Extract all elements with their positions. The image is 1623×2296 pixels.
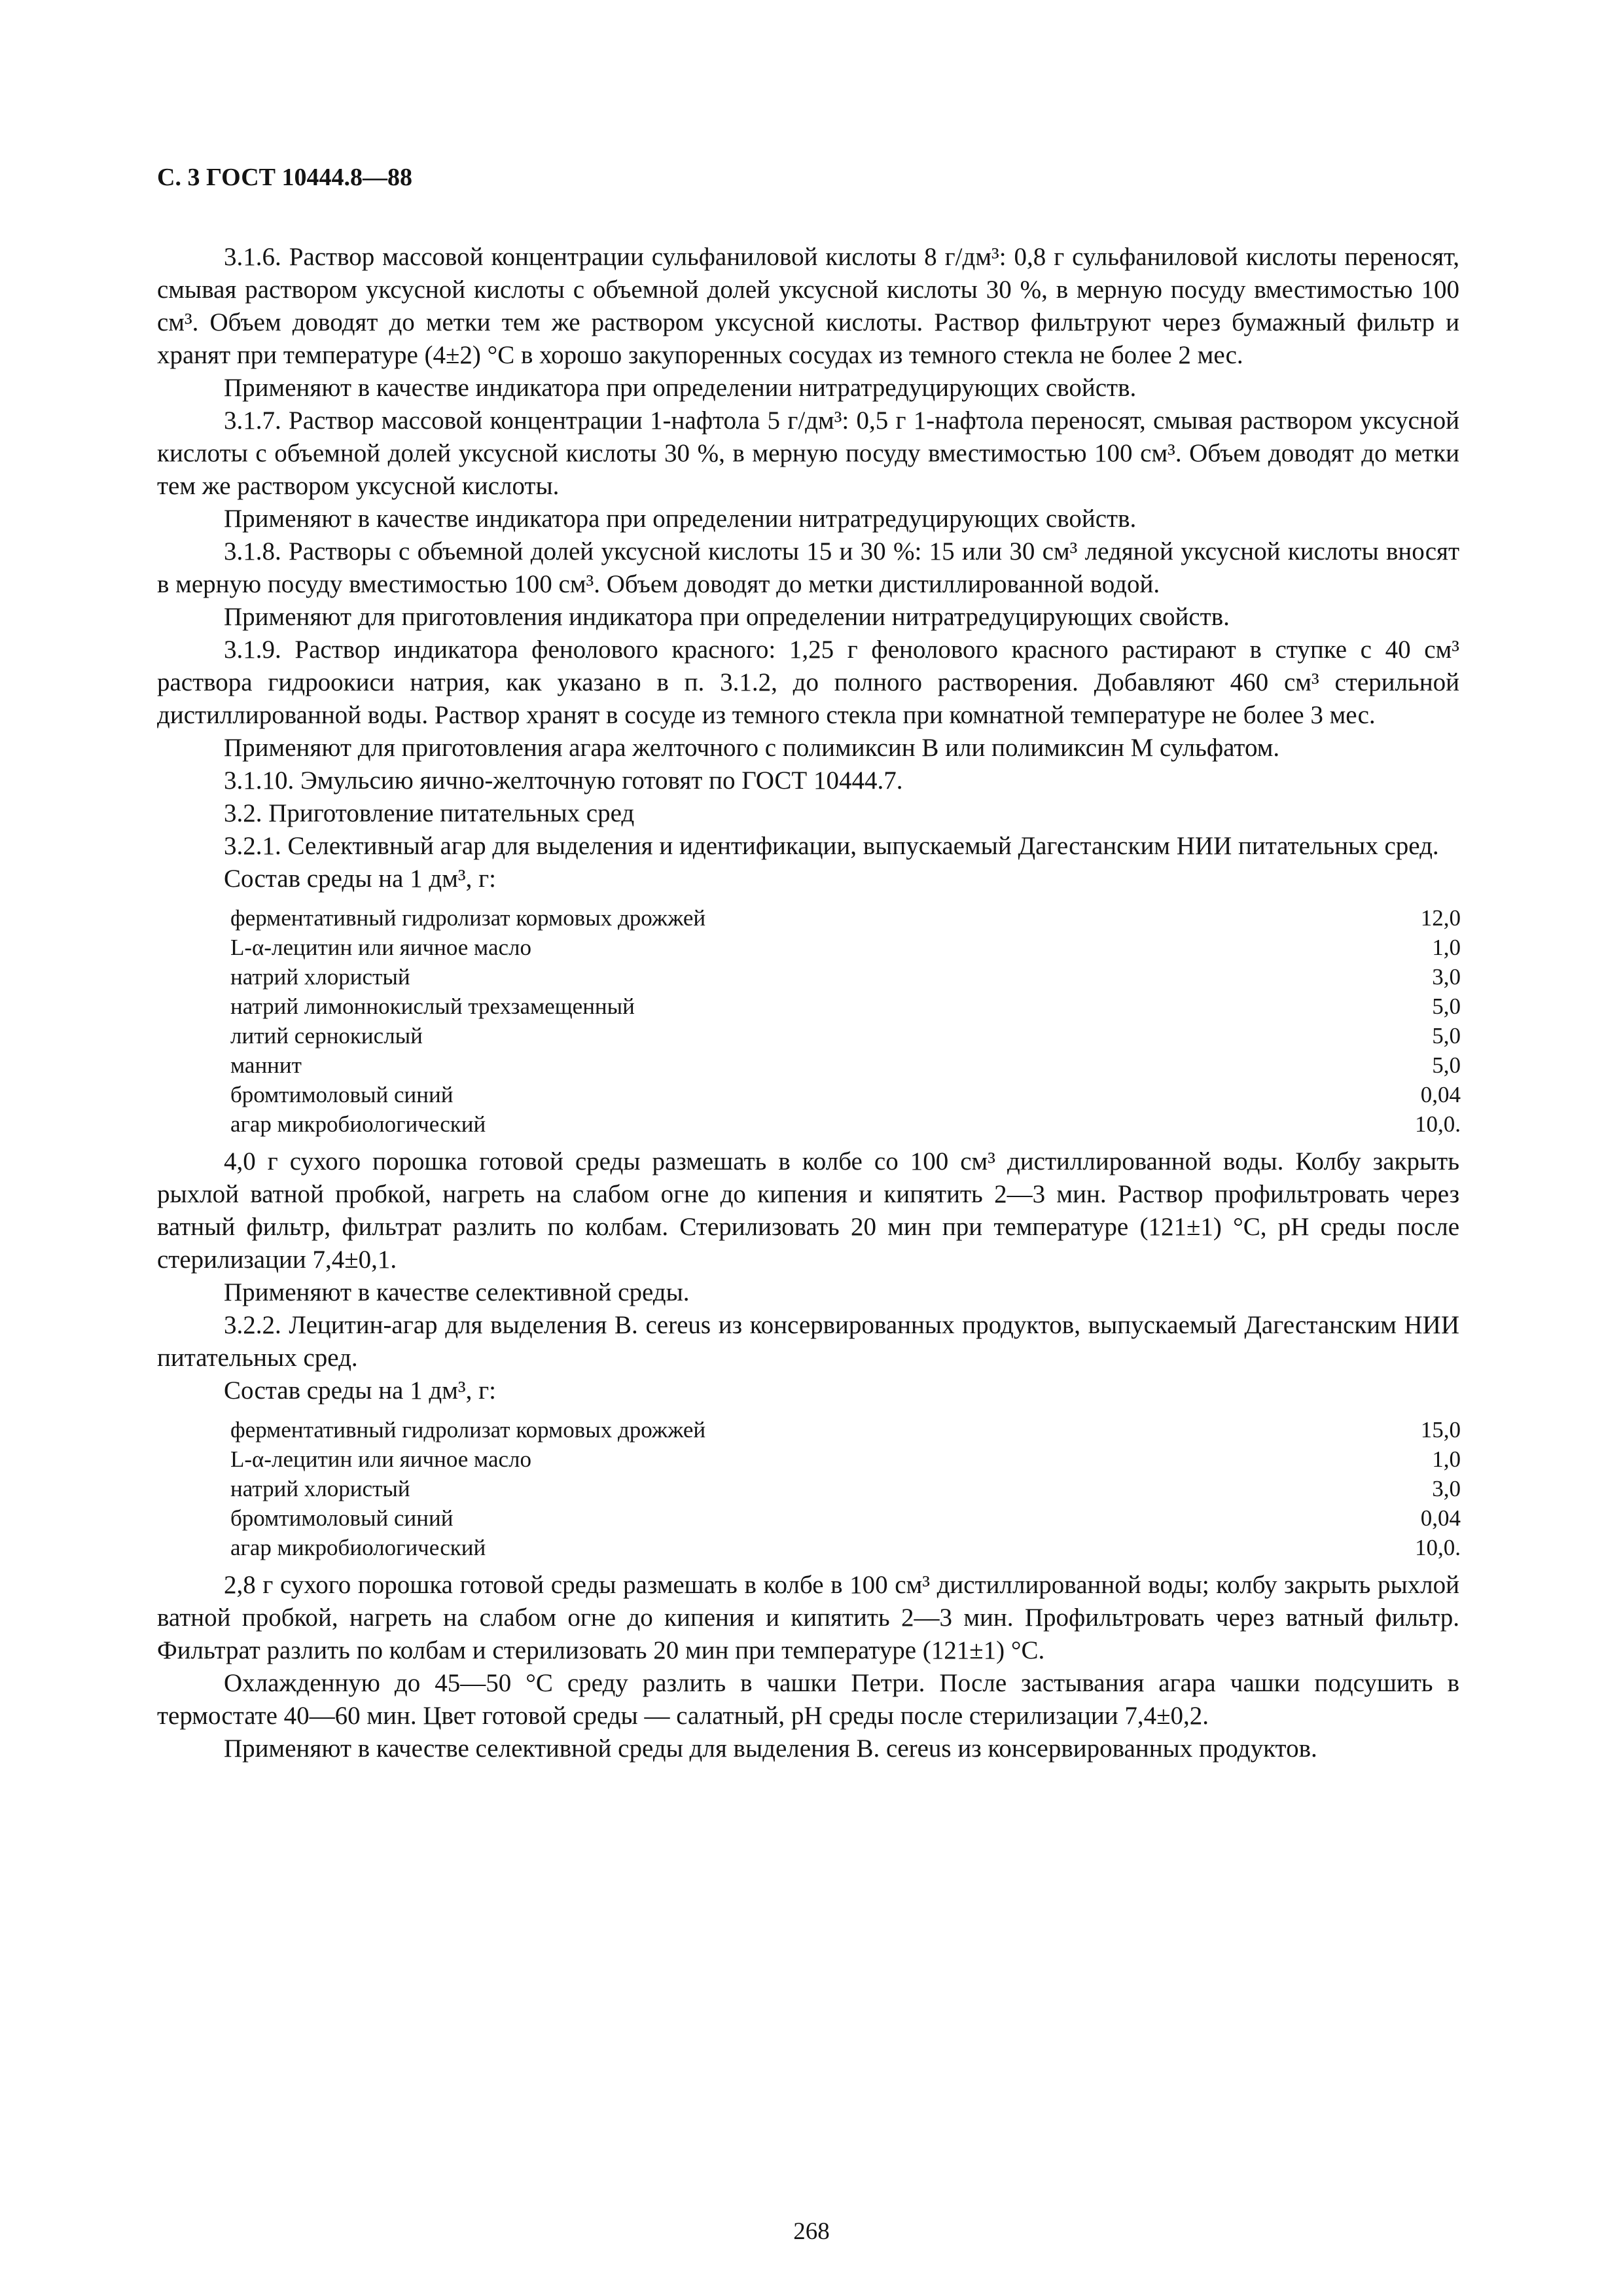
composition-label: Состав среды на 1 дм³, г: [224, 865, 496, 893]
table-row [157, 1080, 1461, 1109]
section-heading-3-2: 3.2. Приготовление питательных сред [224, 799, 635, 827]
ingredient-value: 1,0 [1432, 935, 1461, 960]
paragraph-3-1-6: 3.1.6. Раствор массовой концентрации сульфаниловой кислоты 8 г/дм³: 0,8 г сульфаниловой кислоты переносят, смывая раствором уксусной кислоты с объемной долей уксусной кислоты 30 %, в мерную посуду вместимостью 100 см³. Объем доводят до метки тем же раствором уксусной кислоты. Раствор фильтруют через бумажный фильтр и хранят при температуре (4±2) °С в хорошо закупоренных сосудах из темного стекла не более 2 мес. [157, 243, 1459, 369]
document-page [157, 162, 1459, 1765]
ingredient-value: 5,0 [1432, 1023, 1461, 1049]
ingredient-value: 10,0. [1415, 1111, 1461, 1137]
ingredient-name: натрий лимоннокислый трехзамещенный [230, 994, 635, 1019]
ingredient-name: агар микробиологический [230, 1535, 486, 1560]
ingredient-value: 0,04 [1420, 1082, 1461, 1107]
ingredient-value: 3,0 [1432, 964, 1461, 990]
paragraph-usage: Применяют для приготовления агара желточного с полимиксин В или полимиксин М сульфатом. [224, 734, 1280, 762]
composition-table-1 [157, 903, 1459, 1139]
ingredient-name: натрий хлористый [230, 964, 410, 990]
table-row [157, 903, 1461, 933]
table-row [157, 1444, 1461, 1474]
section-media-preparation [157, 1145, 1459, 1407]
table-row [157, 1503, 1461, 1533]
page-header: С. 3 ГОСТ 10444.8—88 [157, 164, 412, 191]
table-row [157, 1415, 1461, 1444]
paragraph-preparation-2: 2,8 г сухого порошка готовой среды размешать в колбе в 100 см³ дистиллированной воды; колбу закрыть рыхлой ватной пробкой, нагреть на слабом огне до кипения и кипятить 2—3 мин. Профильтровать через ватный фильтр. Фильтрат разлить по колбам и стерилизовать 20 мин при температуре (121±1) °С. [157, 1571, 1459, 1664]
ingredient-value: 1,0 [1432, 1446, 1461, 1472]
ingredient-value: 0,04 [1420, 1505, 1461, 1531]
table-row [157, 1474, 1461, 1503]
table-row [157, 992, 1461, 1021]
paragraph-usage: Применяют в качестве селективной среды. [224, 1278, 690, 1306]
ingredient-name: агар микробиологический [230, 1111, 486, 1137]
paragraph-usage: Применяют в качестве индикатора при определении нитратредуцирующих свойств. [224, 505, 1137, 533]
section-reagents [157, 241, 1459, 895]
paragraph-3-2-1: 3.2.1. Селективный агар для выделения и идентификации, выпускаемый Дагестанским НИИ питательных сред. [224, 832, 1439, 860]
ingredient-name: бромтимоловый синий [230, 1082, 454, 1107]
ingredient-name: ферментативный гидролизат кормовых дрожжей [230, 1417, 706, 1443]
ingredient-name: бромтимоловый синий [230, 1505, 454, 1531]
paragraph-preparation-1: 4,0 г сухого порошка готовой среды размешать в колбе со 100 см³ дистиллированной воды. Колбу закрыть рыхлой ватной пробкой, нагреть на слабом огне до кипения и кипятить 2—3 мин. Раствор профильтровать через ватный фильтр, фильтрат разлить по колбам. Стерилизовать 20 мин при температуре (121±1) °С, рН среды после стерилизации 7,4±0,1. [157, 1147, 1459, 1274]
ingredient-value: 5,0 [1432, 1052, 1461, 1078]
section-media-preparation-2 [157, 1569, 1459, 1765]
paragraph-usage: Применяют для приготовления индикатора при определении нитратредуцирующих свойств. [224, 603, 1230, 631]
ingredient-name: L-α-лецитин или яичное масло [230, 935, 531, 960]
paragraph-3-2-2: 3.2.2. Лецитин-агар для выделения В. cereus из консервированных продуктов, выпускаемый Дагестанским НИИ питательных сред. [157, 1311, 1459, 1372]
table-row [157, 962, 1461, 992]
ingredient-value: 10,0. [1415, 1535, 1461, 1560]
ingredient-name: маннит [230, 1052, 302, 1078]
ingredient-value: 15,0 [1420, 1417, 1461, 1443]
ingredient-name: L-α-лецитин или яичное масло [230, 1446, 531, 1472]
paragraph-usage: Применяют в качестве селективной среды для выделения В. cereus из консервированных продуктов. [224, 1734, 1317, 1763]
ingredient-name: натрий хлористый [230, 1476, 410, 1501]
composition-table-2 [157, 1415, 1459, 1562]
table-row [157, 1109, 1461, 1139]
table-row [157, 1050, 1461, 1080]
paragraph-3-1-10: 3.1.10. Эмульсию яично-желточную готовят по ГОСТ 10444.7. [224, 766, 903, 795]
paragraph-pouring: Охлажденную до 45—50 °С среду разлить в чашки Петри. После застывания агара чашки подсушить в термостате 40—60 мин. Цвет готовой среды — салатный, рН среды после стерилизации 7,4±0,2. [157, 1669, 1459, 1730]
table-row [157, 933, 1461, 962]
table-row [157, 1533, 1461, 1562]
ingredient-value: 5,0 [1432, 994, 1461, 1019]
composition-label: Состав среды на 1 дм³, г: [224, 1376, 496, 1405]
ingredient-name: ферментативный гидролизат кормовых дрожжей [230, 905, 706, 931]
paragraph-3-1-7: 3.1.7. Раствор массовой концентрации 1-нафтола 5 г/дм³: 0,5 г 1-нафтола переносят, смывая раствором уксусной кислоты с объемной долей уксусной кислоты 30 %, в мерную посуду вместимостью 100 см³. Объем доводят до метки тем же раствором уксусной кислоты. [157, 406, 1459, 500]
table-row [157, 1021, 1461, 1050]
ingredient-value: 12,0 [1420, 905, 1461, 931]
paragraph-3-1-9: 3.1.9. Раствор индикатора фенолового красного: 1,25 г фенолового красного растирают в ступке с 40 см³ раствора гидроокиси натрия, как указано в п. 3.1.2, до полного растворения. Добавляют 460 см³ стерильной дистиллированной воды. Раствор хранят в сосуде из темного стекла при комнатной температуре не более 3 мес. [157, 636, 1459, 729]
paragraph-usage: Применяют в качестве индикатора при определении нитратредуцирующих свойств. [224, 374, 1137, 402]
paragraph-3-1-8: 3.1.8. Растворы с объемной долей уксусной кислоты 15 и 30 %: 15 или 30 см³ ледяной уксусной кислоты вносят в мерную посуду вместимостью 100 см³. Объем доводят до метки дистиллированной водой. [157, 537, 1459, 598]
ingredient-value: 3,0 [1432, 1476, 1461, 1501]
ingredient-name: литий сернокислый [230, 1023, 423, 1049]
page-number: 268 [793, 2218, 830, 2245]
